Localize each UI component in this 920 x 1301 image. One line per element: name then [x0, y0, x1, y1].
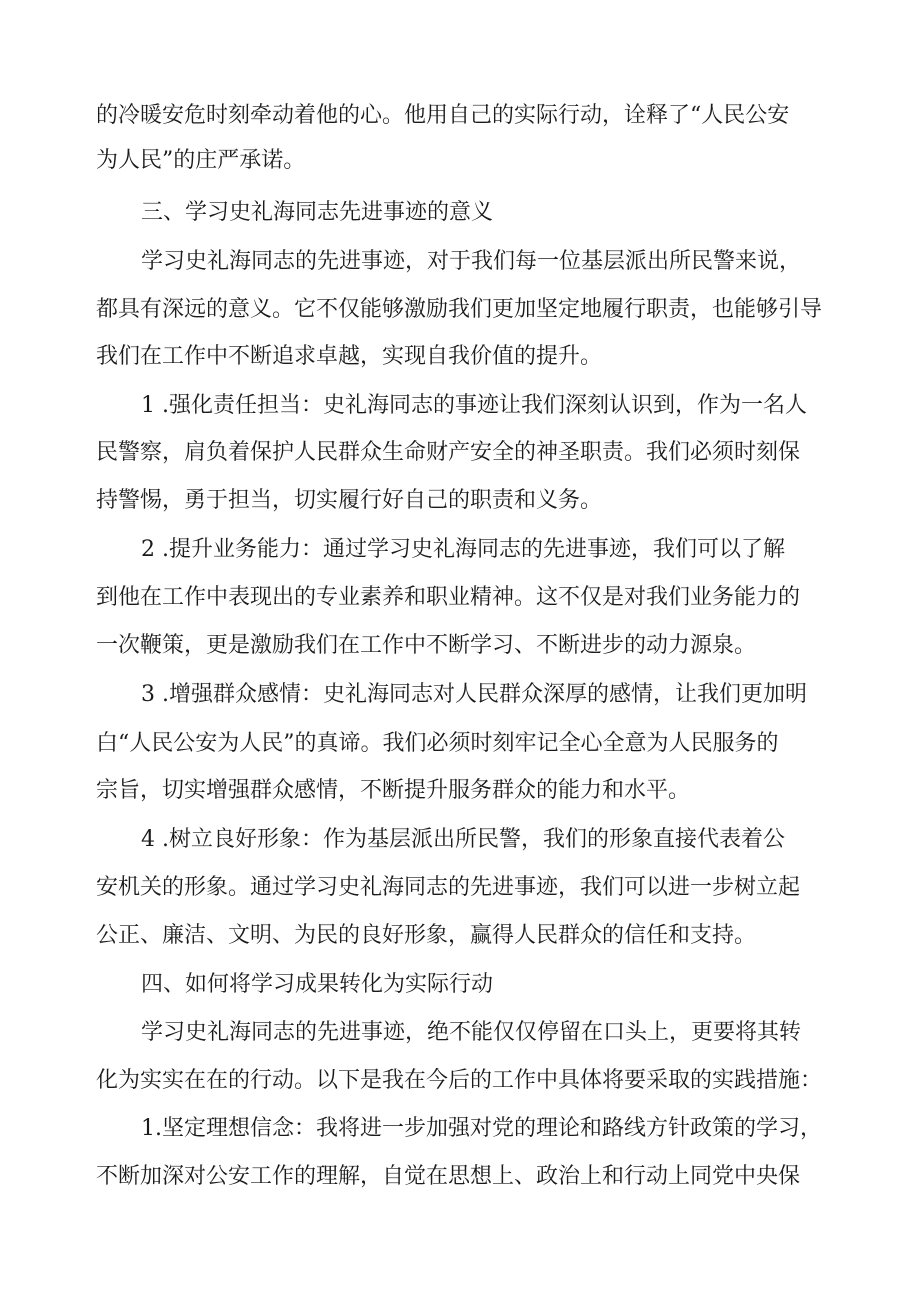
list-item-line: 4 .树立良好形象：作为基层派出所民警，我们的形象直接代表着公 [141, 827, 785, 852]
body-line: 白“人民公安为人民”的真谛。我们必须时刻牢记全心全意为人民服务的 [96, 731, 779, 756]
body-line: 都具有深远的意义。它不仅能够激励我们更加坚定地履行职责，也能够引导 [96, 297, 823, 322]
body-line: 安机关的形象。通过学习史礼海同志的先进事迹，我们可以进一步树立起 [96, 875, 801, 900]
body-line: 民警察，肩负着保护人民群众生命财产安全的神圣职责。我们必须时刻保 [96, 440, 801, 465]
list-item-line: 1 .强化责任担当：史礼海同志的事迹让我们深刻认识到，作为一名人 [141, 393, 807, 418]
list-item-line: 1.坚定理想信念：我将进一步加强对党的理论和路线方针政策的学习， [141, 1116, 822, 1141]
body-line: 化为实实在在的行动。以下是我在今后的工作中具体将要采取的实践措施： [96, 1068, 823, 1093]
section-heading: 四、如何将学习成果转化为实际行动 [141, 972, 494, 997]
list-item-line: 3 .增强群众感情：史礼海同志对人民群众深厚的感情，让我们更加明 [141, 682, 807, 707]
section-heading: 三、学习史礼海同志先进事迹的意义 [141, 200, 494, 225]
body-line: 的冷暖安危时刻牵动着他的心。他用自己的实际行动，诠释了“人民公安 [96, 103, 790, 128]
body-line: 宗旨，切实增强群众感情，不断提升服务群众的能力和水平。 [96, 778, 691, 803]
body-line: 学习史礼海同志的先进事迹，绝不能仅仅停留在口头上，更要将其转 [141, 1020, 802, 1045]
body-line: 为人民”的庄严承诺。 [96, 148, 306, 173]
body-line: 到他在工作中表现出的专业素养和职业精神。这不仅是对我们业务能力的 [96, 585, 801, 610]
body-line: 持警惕，勇于担当，切实履行好自己的职责和义务。 [96, 488, 603, 513]
body-line: 公正、廉洁、文明、为民的良好形象，赢得人民群众的信任和支持。 [96, 923, 757, 948]
body-line: 不断加深对公安工作的理解，自觉在思想上、政治上和行动上同党中央保 [96, 1164, 801, 1189]
body-line: 一次鞭策，更是激励我们在工作中不断学习、不断进步的动力源泉。 [96, 633, 757, 658]
body-line: 我们在工作中不断追求卓越，实现自我价值的提升。 [96, 344, 603, 369]
list-item-line: 2 .提升业务能力：通过学习史礼海同志的先进事迹，我们可以了解 [141, 537, 785, 562]
body-line: 学习史礼海同志的先进事迹，对于我们每一位基层派出所民警来说， [141, 249, 802, 274]
